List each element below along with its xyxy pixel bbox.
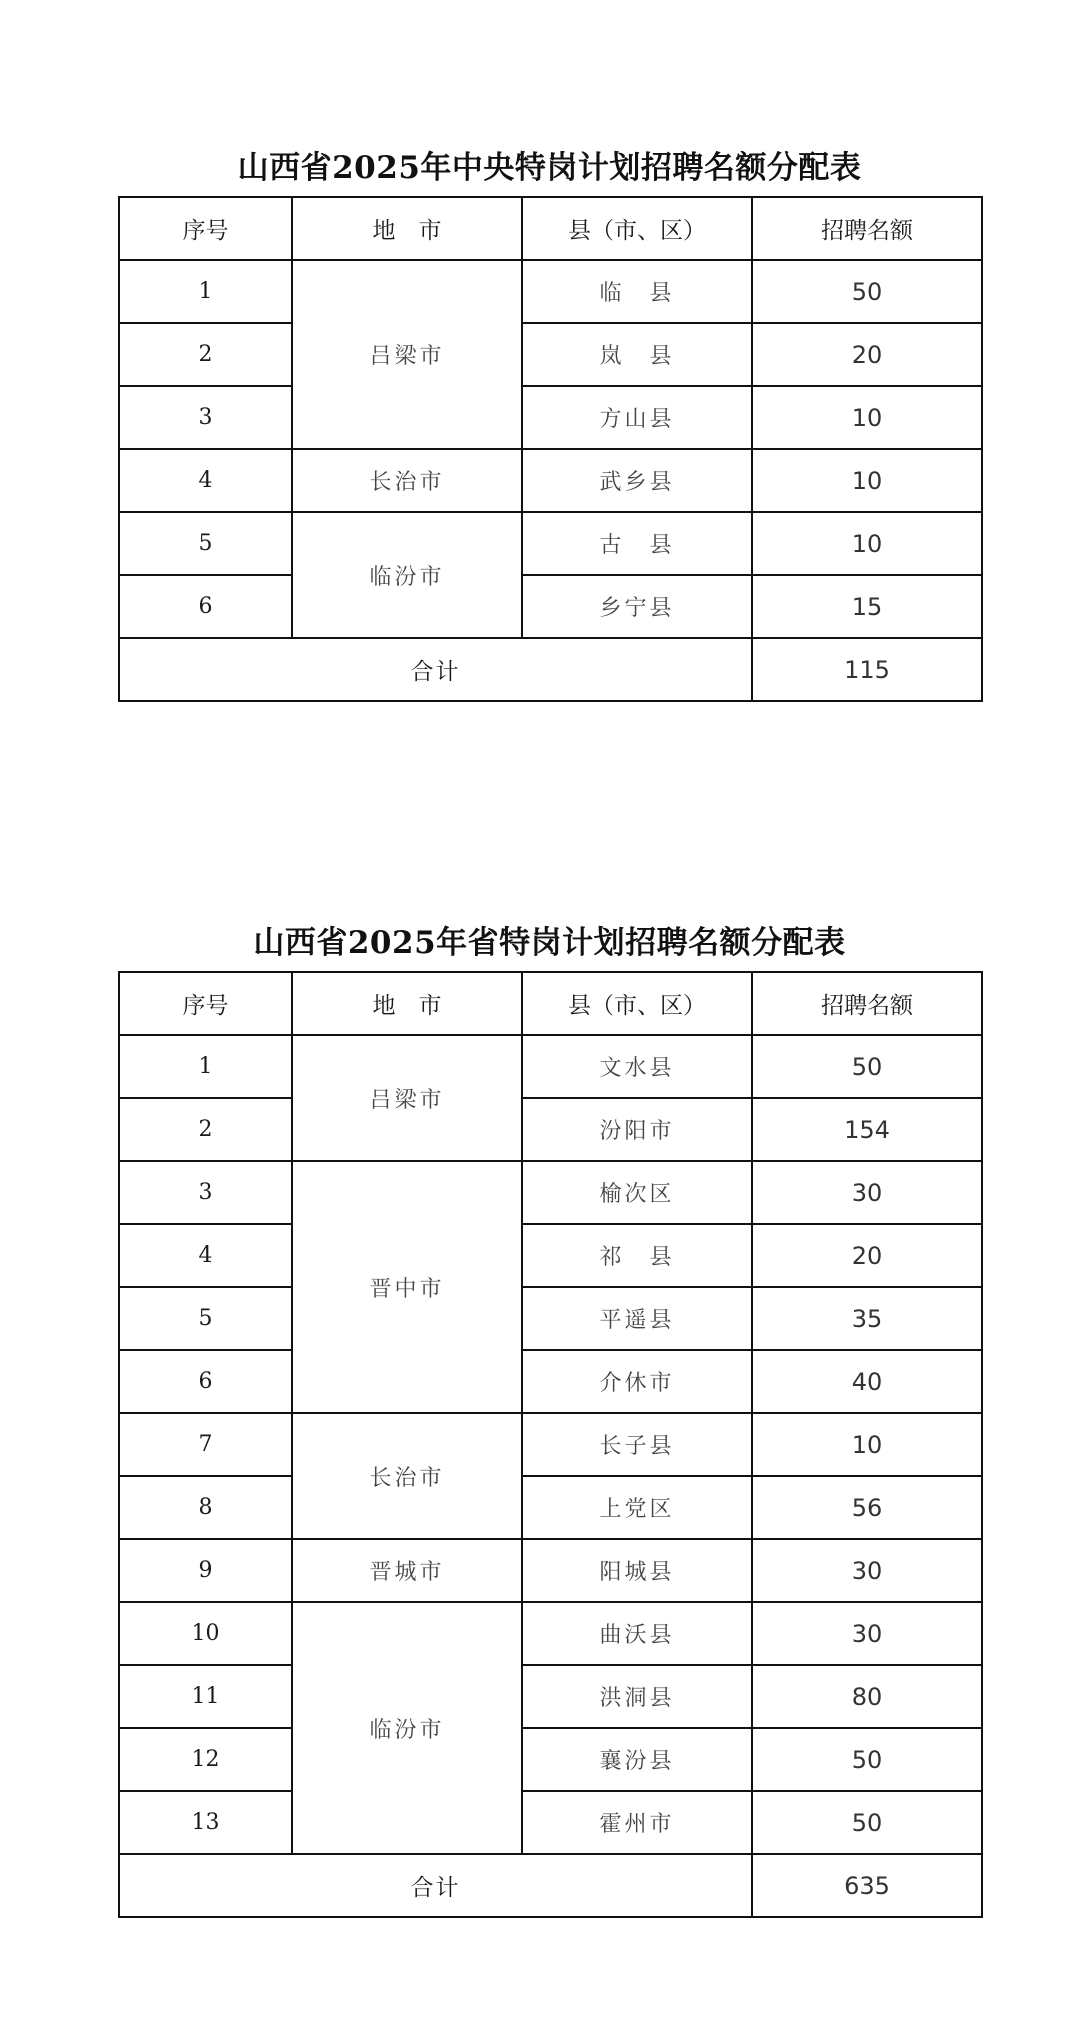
row-city: 长治市	[292, 1413, 522, 1539]
row-quota: 80	[752, 1665, 982, 1728]
row-seq: 7	[119, 1413, 292, 1476]
row-city: 长治市	[292, 449, 522, 512]
row-quota: 10	[752, 449, 982, 512]
row-quota: 10	[752, 512, 982, 575]
row-county: 长子县	[522, 1413, 752, 1476]
row-city: 临汾市	[292, 512, 522, 638]
row-county: 上党区	[522, 1476, 752, 1539]
row-city: 晋中市	[292, 1161, 522, 1413]
header-county: 县（市、区）	[522, 972, 752, 1035]
row-county: 榆次区	[522, 1161, 752, 1224]
central-quota-table	[118, 196, 983, 702]
row-county: 古 县	[522, 512, 752, 575]
header-row	[119, 972, 982, 1035]
row-quota: 50	[752, 1791, 982, 1854]
table-row	[119, 1476, 982, 1539]
row-seq: 3	[119, 1161, 292, 1224]
table-row	[119, 1728, 982, 1791]
row-quota: 30	[752, 1539, 982, 1602]
table-row	[119, 1287, 982, 1350]
row-quota: 56	[752, 1476, 982, 1539]
header-county: 县（市、区）	[522, 197, 752, 260]
table-row	[119, 323, 982, 386]
header-seq: 序号	[119, 972, 292, 1035]
total-row	[119, 1854, 982, 1917]
row-seq: 4	[119, 1224, 292, 1287]
table-row	[119, 1098, 982, 1161]
row-quota: 10	[752, 386, 982, 449]
row-quota: 30	[752, 1602, 982, 1665]
header-city: 地 市	[292, 972, 522, 1035]
row-county: 岚 县	[522, 323, 752, 386]
row-quota: 10	[752, 1413, 982, 1476]
row-seq: 2	[119, 1098, 292, 1161]
provincial-quota-table-block	[118, 915, 981, 1918]
row-quota: 30	[752, 1161, 982, 1224]
row-county: 方山县	[522, 386, 752, 449]
total-value: 635	[752, 1854, 982, 1917]
row-seq: 2	[119, 323, 292, 386]
row-quota: 50	[752, 1728, 982, 1791]
table-row	[119, 449, 982, 512]
total-label: 合计	[119, 1854, 752, 1917]
row-city: 吕梁市	[292, 1035, 522, 1161]
row-quota: 50	[752, 1035, 982, 1098]
row-seq: 9	[119, 1539, 292, 1602]
table-row	[119, 1602, 982, 1665]
row-county: 武乡县	[522, 449, 752, 512]
row-county: 洪洞县	[522, 1665, 752, 1728]
table-title: 山西省2025年省特岗计划招聘名额分配表	[253, 925, 846, 961]
header-quota: 招聘名额	[752, 972, 982, 1035]
row-city: 吕梁市	[292, 260, 522, 449]
row-county: 祁 县	[522, 1224, 752, 1287]
table-title: 山西省2025年中央特岗计划招聘名额分配表	[237, 150, 862, 186]
row-seq: 6	[119, 575, 292, 638]
row-quota: 35	[752, 1287, 982, 1350]
row-quota: 20	[752, 1224, 982, 1287]
header-row	[119, 197, 982, 260]
table-row	[119, 512, 982, 575]
row-seq: 10	[119, 1602, 292, 1665]
total-row	[119, 638, 982, 701]
row-county: 汾阳市	[522, 1098, 752, 1161]
row-county: 襄汾县	[522, 1728, 752, 1791]
row-county: 阳城县	[522, 1539, 752, 1602]
row-quota: 154	[752, 1098, 982, 1161]
row-county: 文水县	[522, 1035, 752, 1098]
row-seq: 3	[119, 386, 292, 449]
row-seq: 5	[119, 1287, 292, 1350]
row-seq: 11	[119, 1665, 292, 1728]
table-row	[119, 1539, 982, 1602]
table-row	[119, 386, 982, 449]
row-county: 平遥县	[522, 1287, 752, 1350]
table-row	[119, 1413, 982, 1476]
table-row	[119, 1224, 982, 1287]
table-row	[119, 1350, 982, 1413]
table-row	[119, 1665, 982, 1728]
row-county: 临 县	[522, 260, 752, 323]
row-seq: 13	[119, 1791, 292, 1854]
row-quota: 50	[752, 260, 982, 323]
row-seq: 8	[119, 1476, 292, 1539]
row-city: 临汾市	[292, 1602, 522, 1854]
row-city: 晋城市	[292, 1539, 522, 1602]
total-value: 115	[752, 638, 982, 701]
row-county: 霍州市	[522, 1791, 752, 1854]
row-seq: 6	[119, 1350, 292, 1413]
row-seq: 1	[119, 1035, 292, 1098]
table-row	[119, 1161, 982, 1224]
row-quota: 20	[752, 323, 982, 386]
row-seq: 1	[119, 260, 292, 323]
header-seq: 序号	[119, 197, 292, 260]
provincial-quota-table	[118, 971, 983, 1918]
central-quota-table-block	[118, 140, 981, 702]
header-quota: 招聘名额	[752, 197, 982, 260]
row-quota: 15	[752, 575, 982, 638]
row-county: 介休市	[522, 1350, 752, 1413]
table-row	[119, 260, 982, 323]
row-county: 乡宁县	[522, 575, 752, 638]
row-seq: 12	[119, 1728, 292, 1791]
row-quota: 40	[752, 1350, 982, 1413]
total-label: 合计	[119, 638, 752, 701]
row-seq: 5	[119, 512, 292, 575]
header-city: 地 市	[292, 197, 522, 260]
row-seq: 4	[119, 449, 292, 512]
table-row	[119, 575, 982, 638]
table-row	[119, 1791, 982, 1854]
table-row	[119, 1035, 982, 1098]
row-county: 曲沃县	[522, 1602, 752, 1665]
